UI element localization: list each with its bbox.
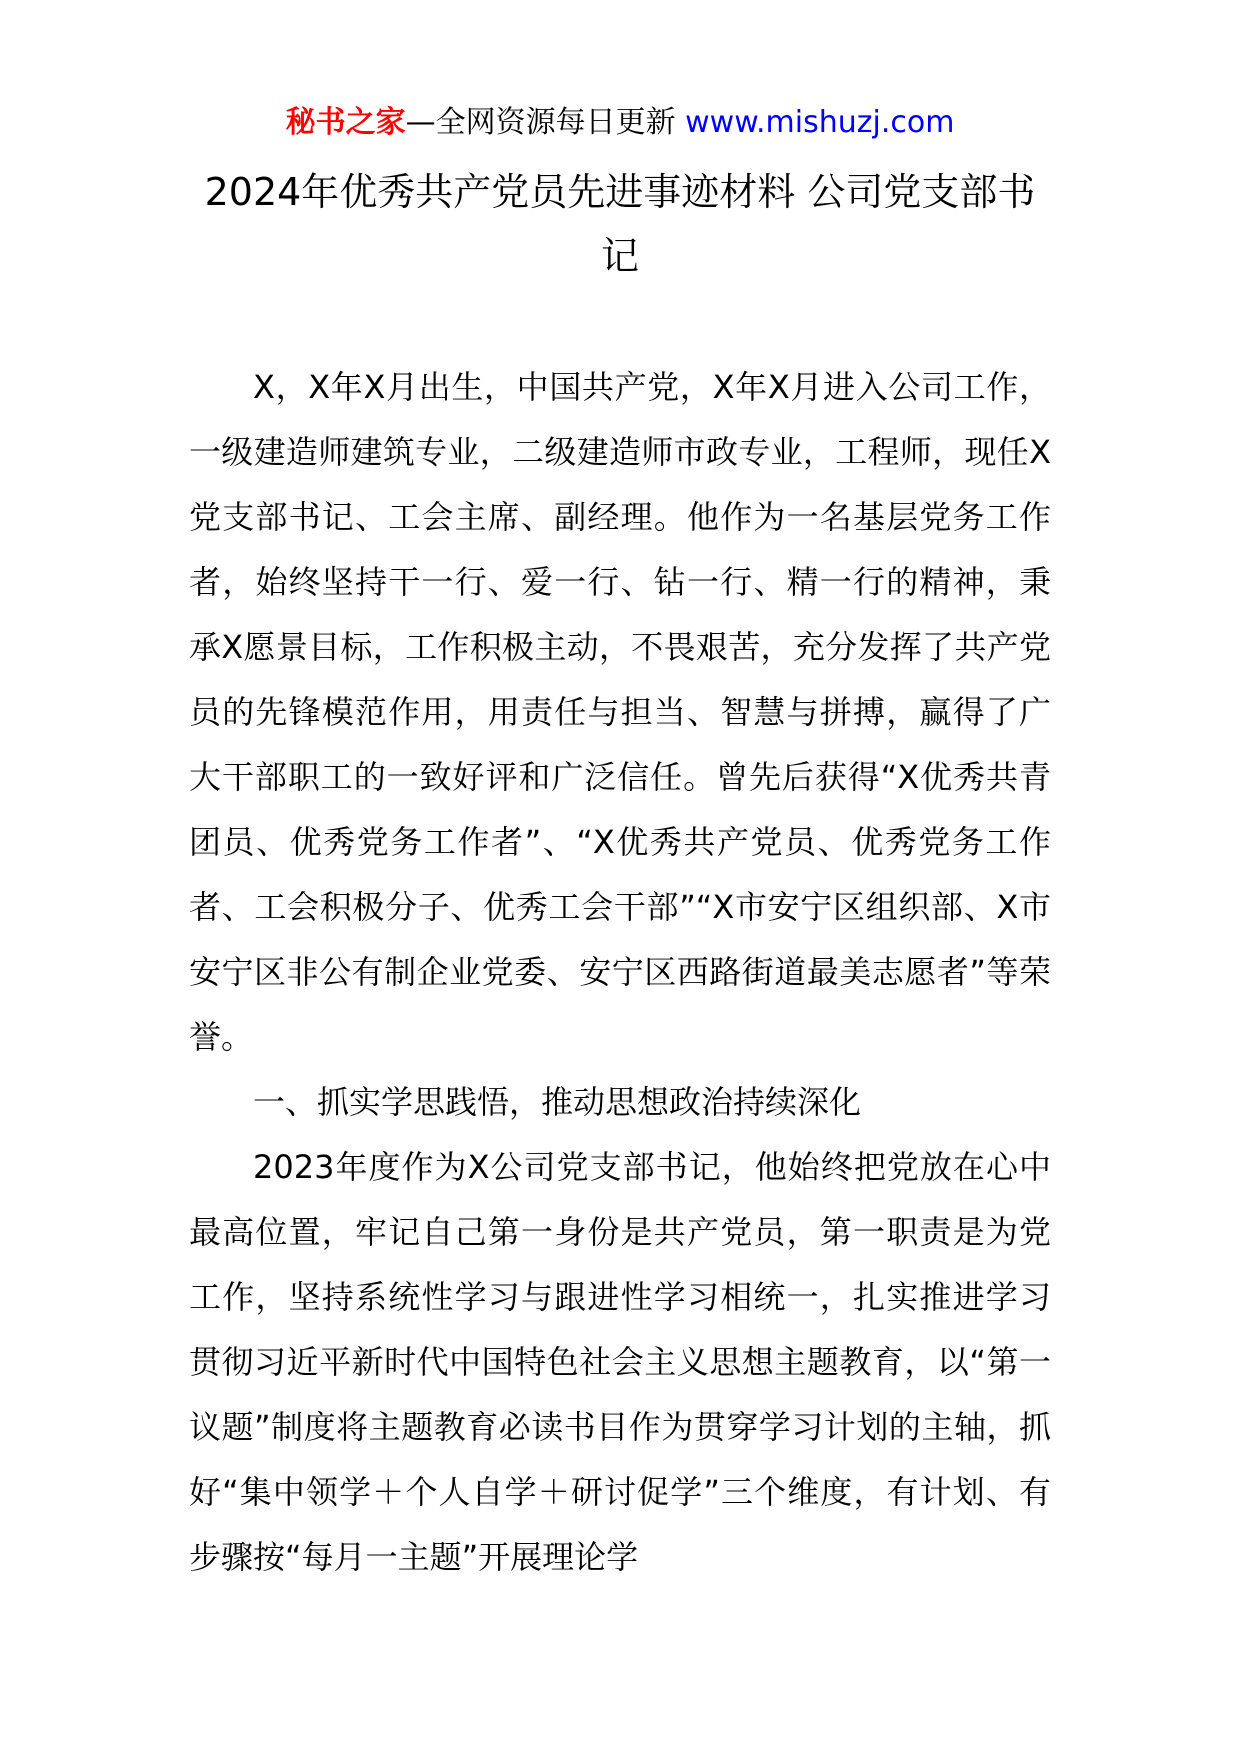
site-brand: 秘书之家 [285, 105, 406, 140]
intro-paragraph: X，X年X月出生，中国共产党，X年X月进入公司工作，一级建造师建筑专业，二级建造师市政专业，工程师，现任X党支部书记、工会主席、副经理。他作为一名基层党务工作者，始终坚持干一行、爱一行、钻一行、精一行的精神，秉承X愿景目标，工作积极主动，不畏艰苦，充分发挥了共产党员的先锋模范作用，用责任与担当、智慧与拼搏，赢得了广大干部职工的一致好评和广泛信任。曾先后获得“X优秀共青团员、优秀党务工作者”、“X优秀共产党员、优秀党务工作者、工会积极分子、优秀工会干部”“X市安宁区组织部、X市安宁区非公有制企业党委、安宁区西路街道最美志愿者”等荣誉。 [189, 368, 1051, 1056]
site-url-link[interactable]: www.mishuzj.com [685, 105, 955, 140]
document-body [189, 355, 1051, 1590]
body-paragraph: 2023年度作为X公司党支部书记，他始终把党放在心中最高位置，牢记自己第一身份是共产党员，第一职责是为党工作，坚持系统性学习与跟进性学习相统一，扎实推进学习贯彻习近平新时代中国特色社会主义思想主题教育，以“第一议题”制度将主题教育必读书目作为贯穿学习计划的主轴，抓好“集中领学＋个人自学＋研讨促学”三个维度，有计划、有步骤按“每月一主题”开展理论学 [189, 1148, 1051, 1576]
section-heading: 一、抓实学思践悟，推动思想政治持续深化 [253, 1083, 862, 1121]
site-tagline: —全网资源每日更新 [405, 105, 686, 140]
site-header [0, 101, 1240, 145]
document-title: 2024年优秀共产党员先进事迹材料 公司党支部书记 [204, 170, 1036, 278]
